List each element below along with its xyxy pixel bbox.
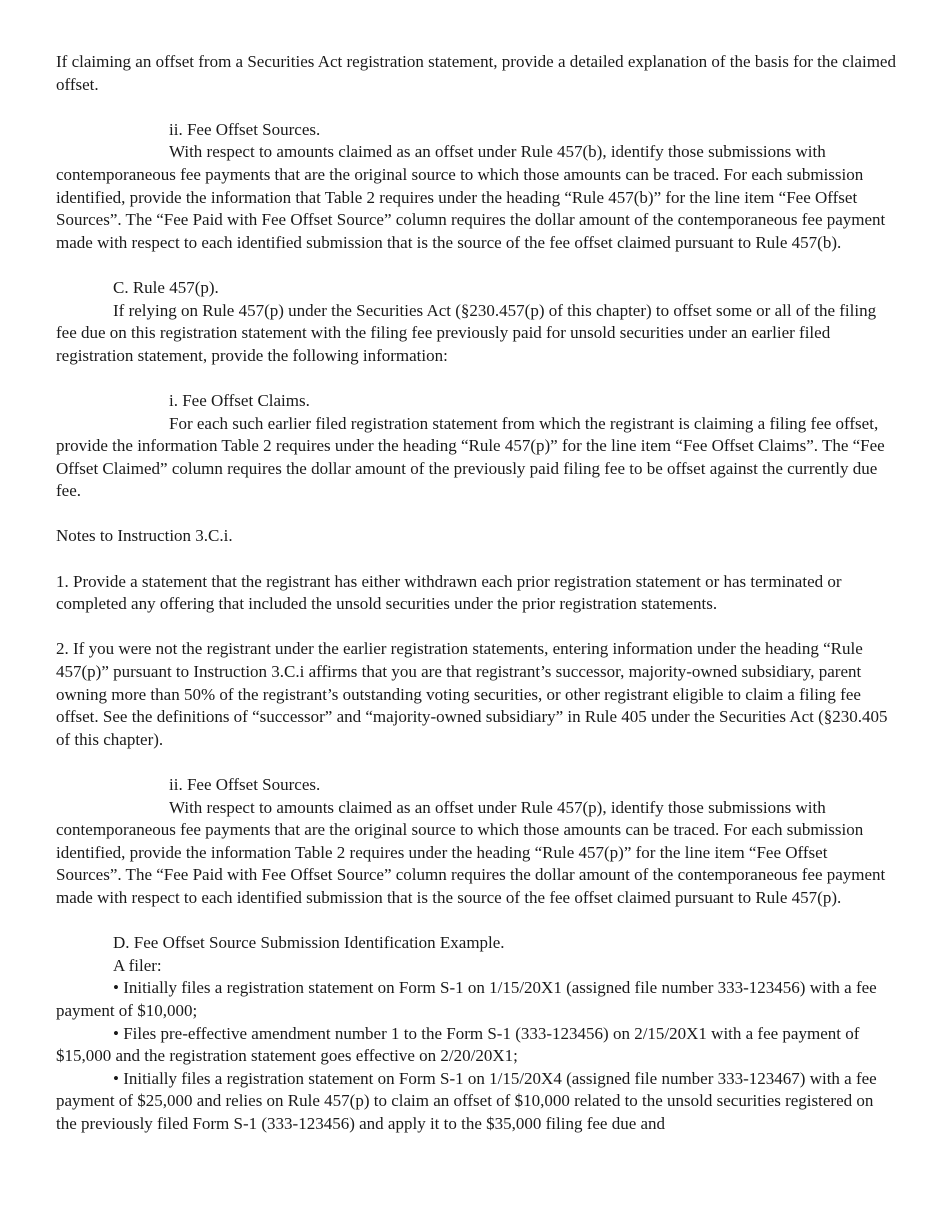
d-bullet: • Files pre-effective amendment number 1 to the Form S-1 (333-123456) on 2/15/20X1 with a fee payment of $15,000 and the registration statement goes effective on 2/20/20X1; bbox=[56, 1023, 860, 1066]
note-2: 2. If you were not the registrant under the earlier registration statements, entering information under the heading “Rule 457(p)” pursuant to Instruction 3.C.i affirms that you are that registrant’s successor, majority-owned subsidiary, parent owning more than 50% of the registrant’s outstanding voting securities, or other registrant eligible to claim a filing fee offset. See the definitions of “successor” and “majority-owned subsidiary” in Rule 405 under the Securities Act (§230.405 of this chapter). bbox=[56, 639, 888, 749]
b-ii-heading: ii. Fee Offset Sources. bbox=[169, 119, 321, 139]
d-heading: D. Fee Offset Source Submission Identification Example. bbox=[113, 933, 505, 953]
c-ii-heading: ii. Fee Offset Sources. bbox=[169, 775, 321, 794]
d-lead: A filer: bbox=[113, 955, 162, 975]
note-1: 1. Provide a statement that the registrant has either withdrawn each prior registration statement or has terminated or completed any offering that included the unsold securities under the prior registration statements. bbox=[56, 571, 842, 614]
b-ii-body: With respect to amounts claimed as an offset under Rule 457(b), identify those submissions with contemporaneous fee payments that are the original source to which those amounts can be traced. For each submission identified, provide the information that Table 2 requires under the heading “Rule 457(b)” for the line item “Fee Offset Sources”. The “Fee Paid with Fee Offset Source” column requires the dollar amount of the contemporaneous fee payment made with respect to each identified submission that is the source of the fee offset claimed pursuant to Rule 457(b). bbox=[56, 142, 886, 252]
c-heading: C. Rule 457(p). bbox=[113, 277, 219, 297]
d-bullet: • Initially files a registration statement on Form S-1 on 1/15/20X1 (assigned file number 333-123456) with a fee payment of $10,000; bbox=[56, 978, 877, 1020]
d-bullet: • Initially files a registration statement on Form S-1 on 1/15/20X4 (assigned file number 333-123467) with a fee payment of $25,000 and relies on Rule 457(p) to claim an offset of $10,000 related to the unsold securities registered on the previously filed Form S-1 (333-123456) and apply it to the $35,000 filing fee due and bbox=[56, 1068, 877, 1133]
c-body: If relying on Rule 457(p) under the Securities Act (§230.457(p) of this chapter) to offset some or all of the filing fee due on this registration statement with the filing fee previously paid for unsold securities under an earlier filed registration statement, provide the following information: bbox=[56, 300, 877, 365]
intro-paragraph: If claiming an offset from a Securities Act registration statement, provide a detailed explanation of the basis for the claimed offset. bbox=[56, 52, 896, 94]
document-page bbox=[56, 51, 896, 1136]
c-i-heading: i. Fee Offset Claims. bbox=[169, 390, 310, 410]
c-ii-body: With respect to amounts claimed as an offset under Rule 457(p), identify those submissions with contemporaneous fee payments that are the original source to which those amounts can be traced. For each submission identified, provide the information Table 2 requires under the heading “Rule 457(p)” for the line item “Fee Offset Sources”. The “Fee Paid with Fee Offset Source” column requires the dollar amount of the contemporaneous fee payment made with respect to each identified submission that is the source of the fee offset claimed pursuant to Rule 457(p). bbox=[56, 797, 886, 907]
c-i-body: For each such earlier filed registration statement from which the registrant is claiming a filing fee offset, provide the information Table 2 requires under the heading “Rule 457(p)” for the line item “Fee Offset Claims”. The “Fee Offset Claimed” column requires the dollar amount of the previously paid filing fee to be offset against the currently due fee. bbox=[56, 413, 885, 501]
notes-heading: Notes to Instruction 3.C.i. bbox=[56, 526, 233, 546]
